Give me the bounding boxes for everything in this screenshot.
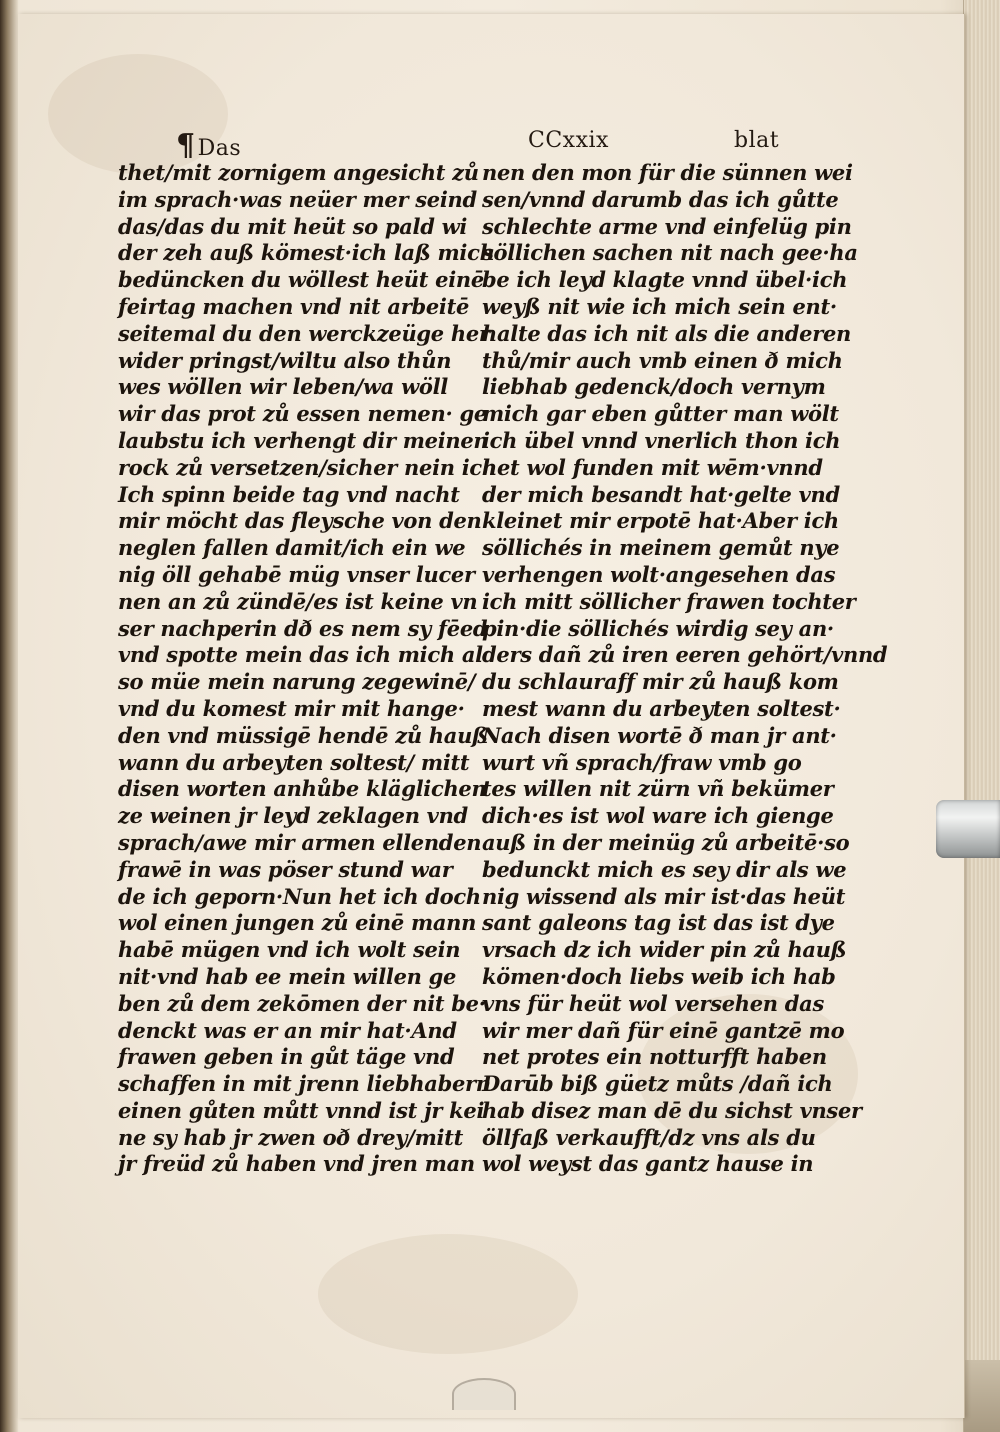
book-binding xyxy=(0,0,18,1432)
text-line: dich·es ist wol ware ich gienge xyxy=(482,803,834,829)
text-line: nig wissend als mir ist·das heüt xyxy=(482,883,846,909)
text-line: het wol funden mit wēm·vnnd xyxy=(482,454,823,480)
text-line: der mich besandt hat·gelte vnd xyxy=(482,481,840,507)
text-line: auß in der meinüg zů arbeitē·so xyxy=(482,829,850,855)
page-fore-edge-shadow xyxy=(964,1360,1000,1432)
text-line: öllfaß verkaufft/dz vns als du xyxy=(482,1124,816,1150)
text-line: rock zů versetzen/sicher nein ich xyxy=(118,454,497,480)
text-line: du schlauraff mir zů hauß kom xyxy=(482,669,839,695)
ring-clip-icon xyxy=(452,1378,516,1410)
pilcrow-icon: ¶ xyxy=(176,128,196,163)
text-line: tes willen nit zürn vñ bekümer xyxy=(482,776,834,802)
text-line: ne sy hab jr zwen oð drey/mitt xyxy=(118,1124,463,1150)
text-line: thů/mir auch vmb einen ð mich xyxy=(482,347,843,373)
page-fore-edge xyxy=(963,0,1000,1432)
text-line: wol weyst das gantz hause in xyxy=(482,1151,814,1177)
text-line: mest wann du arbeyten soltest· xyxy=(482,695,841,721)
text-line: feirtag machen vnd nit arbeitē xyxy=(118,293,470,319)
running-head-right: blat xyxy=(734,128,780,153)
text-line: be ich leyd klagte vnnd übel·ich xyxy=(482,267,848,293)
text-line: ser nachperin dð es nem sy fēed xyxy=(118,615,488,641)
text-line: schaffen in mit jrenn liebhabern xyxy=(118,1071,491,1097)
text-line: wurt vñ sprach/fraw vmb go xyxy=(482,749,802,775)
clasp-icon xyxy=(936,800,1000,858)
text-line: vns für heüt wol versehen das xyxy=(482,990,824,1016)
folio-number: CCxxix xyxy=(528,128,609,153)
text-line: das/das du mit heüt so pald wi xyxy=(118,213,468,239)
text-line: denckt was er an mir hat·And xyxy=(118,1017,457,1043)
text-line: wir das prot zů essen nemen· ge xyxy=(118,401,487,427)
text-line: ich mitt söllicher frawen tochter xyxy=(482,588,856,614)
text-line: halte das ich nit als die anderen xyxy=(482,320,852,346)
paper-stain xyxy=(318,1234,578,1354)
text-line: im sprach·was neüer mer seind xyxy=(118,186,477,212)
text-line: hab disez man dē du sichst vnser xyxy=(482,1097,862,1123)
text-column-right xyxy=(482,160,888,1178)
text-line: mich gar eben gůtter man wölt xyxy=(482,401,839,427)
text-line: wann du arbeyten soltest/ mitt xyxy=(118,749,470,775)
text-line: neglen fallen damit/ich ein we xyxy=(118,535,466,561)
text-line: disen worten anhůbe kläglichen xyxy=(118,776,487,802)
text-line: kleinet mir erpotē hat·Aber ich xyxy=(482,508,839,534)
text-line: nit·vnd hab ee mein willen ge xyxy=(118,963,457,989)
text-line: wir mer dañ für einē gantzē mo xyxy=(482,1017,845,1043)
text-line: bedüncken du wöllest heüt einē xyxy=(118,267,484,293)
text-line: söllichen sachen nit nach gee·ha xyxy=(482,240,858,266)
text-line: wider pringst/wiltu also thůn xyxy=(118,347,452,373)
text-line: nen an zů zündē/es ist keine vn xyxy=(118,588,478,614)
text-line: laubstu ich verhengt dir meinen xyxy=(118,427,489,453)
text-line: söllichés in meinem gemůt nye xyxy=(482,535,840,561)
text-line: ben zů dem zekōmen der nit be· xyxy=(118,990,486,1016)
text-line: Ich spinn beide tag vnd nacht xyxy=(118,481,460,507)
text-line: habē mügen vnd ich wolt sein xyxy=(118,937,461,963)
text-line: frawē in was pöser stund war xyxy=(118,856,453,882)
text-line: Darūb biß güetz můts /dañ ich xyxy=(482,1071,833,1097)
text-line: wes wöllen wir leben/wa wöll xyxy=(118,374,448,400)
text-line: verhengen wolt·angesehen das xyxy=(482,561,836,587)
text-line: ich übel vnnd vnerlich thon ich xyxy=(482,427,841,453)
text-line: kömen·doch liebs weib ich hab xyxy=(482,963,836,989)
running-head-left xyxy=(176,128,241,163)
text-line: jr freüd zů haben vnd jren man xyxy=(118,1151,475,1177)
text-line: einen gůten můtt vnnd ist jr kei xyxy=(118,1097,485,1123)
text-line: mir möcht das fleysche von den xyxy=(118,508,482,534)
text-line: vnd spotte mein das ich mich al xyxy=(118,642,483,668)
text-line: pin·die söllichés wirdig sey an· xyxy=(482,615,834,641)
text-line: sprach/awe mir armen ellenden xyxy=(118,829,482,855)
text-line: vrsach dz ich wider pin zů hauß xyxy=(482,937,847,963)
text-line: bedunckt mich es sey dir als we xyxy=(482,856,847,882)
text-line: der zeh auß kömest·ich laß mich xyxy=(118,240,495,266)
text-line: thet/mit zornigem angesicht zů xyxy=(118,160,479,185)
text-line: de ich geporn·Nun het ich doch xyxy=(118,883,481,909)
text-line: ders dañ zů iren eeren gehört/vnnd xyxy=(482,642,888,668)
text-line: vnd du komest mir mit hange· xyxy=(118,695,465,721)
text-line: nig öll gehabē müg vnser lucer xyxy=(118,561,475,587)
text-line: weyß nit wie ich mich sein ent· xyxy=(482,293,837,319)
text-line: frawen geben in gůt täge vnd xyxy=(118,1044,455,1070)
text-line: sant galeons tag ist das ist dye xyxy=(482,910,835,936)
text-line: net protes ein notturfft haben xyxy=(482,1044,827,1070)
text-line: seitemal du den werckzeüge her xyxy=(118,320,490,346)
text-line: schlechte arme vnd einfelüg pin xyxy=(482,213,852,239)
text-line: Nach disen wortē ð man jr ant· xyxy=(482,722,837,748)
text-line: liebhab gedenck/doch vernym xyxy=(482,374,826,400)
text-line: wol einen jungen zů einē mann xyxy=(118,910,477,936)
text-line: ze weinen jr leyd zeklagen vnd xyxy=(118,803,468,829)
text-line: nen den mon für die sünnen wei xyxy=(482,160,853,185)
text-line: den vnd müssigē hendē zů hauß xyxy=(118,722,488,748)
text-line: sen/vnnd darumb das ich gůtte xyxy=(482,186,839,212)
text-line: so müe mein narung zegewinē/ xyxy=(118,669,476,695)
running-head-left-text: Das xyxy=(197,136,242,161)
text-column-left xyxy=(118,160,497,1178)
